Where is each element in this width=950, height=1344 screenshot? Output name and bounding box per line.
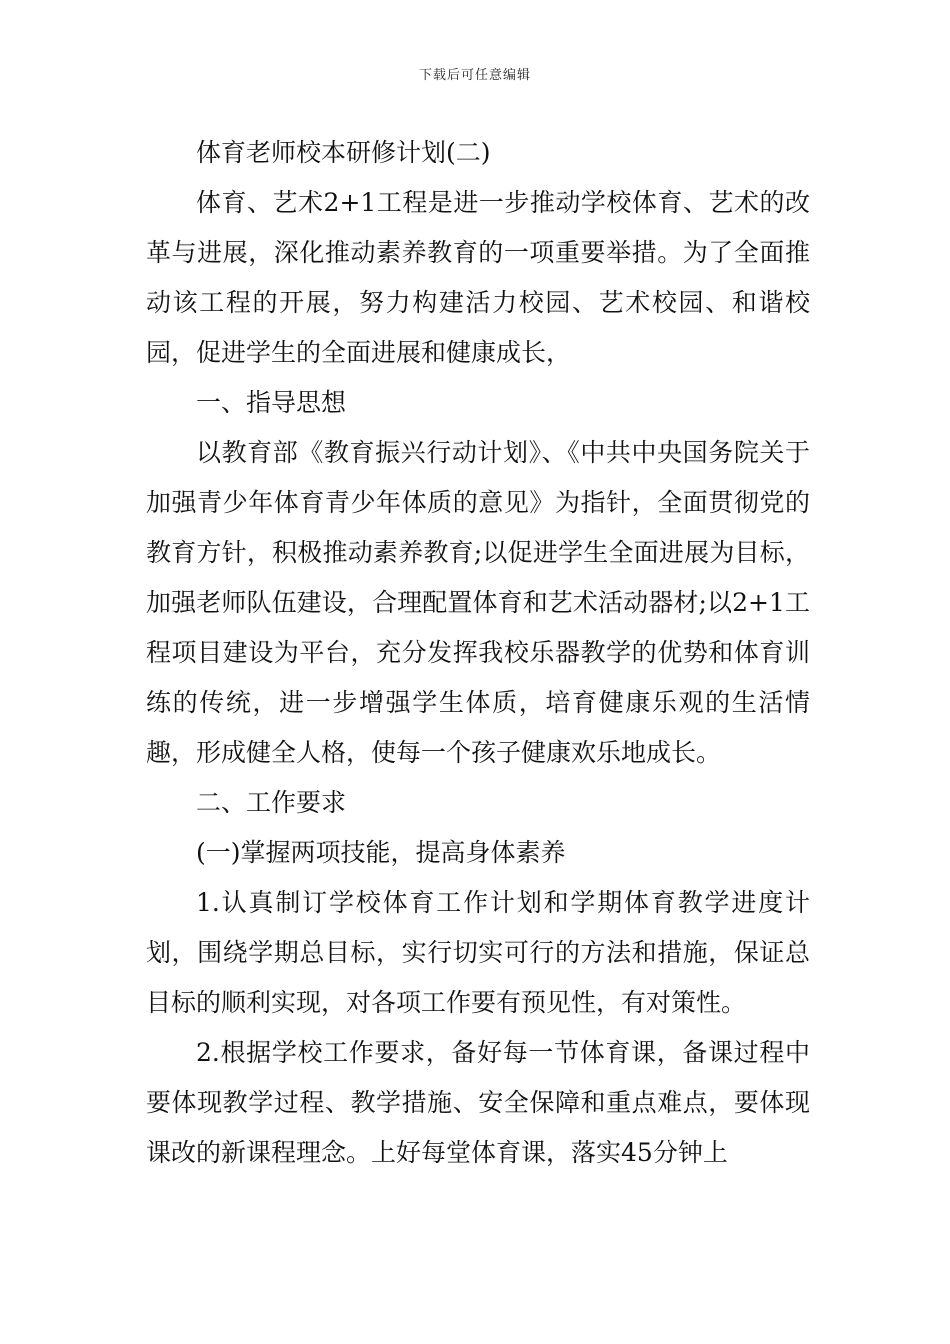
document-body <box>146 128 810 1178</box>
section-heading-work-requirements: 二、工作要求 <box>196 788 347 817</box>
subsection-heading-two-skills: (一)掌握两项技能，提高身体素养 <box>196 838 566 867</box>
intro-paragraph: 体育、艺术2+1工程是进一步推动学校体育、艺术的改革与进展，深化推动素养教育的一项重要举措。为了全面推动该工程的开展，努力构建活力校园、艺术校园、和谐校园，促进学生的全面进展和健康成长， <box>146 188 810 367</box>
section-heading-guiding-ideology: 一、指导思想 <box>196 388 347 417</box>
page-header: 下载后可任意编辑 <box>418 68 531 83</box>
guiding-ideology-paragraph: 以教育部《教育振兴行动计划》、《中共中央国务院关于加强青少年体育青少年体质的意见》为指针，全面贯彻党的教育方针，积极推动素养教育;以促进学生全面进展为目标，加强老师队伍建设，合理配置体育和艺术活动器材;以2+1工程项目建设为平台，充分发挥我校乐器教学的优势和体育训练的传统，进一步增强学生体质，培育健康乐观的生活情趣，形成健全人格，使每一个孩子健康欢乐地成长。 <box>146 438 810 767</box>
item-1-paragraph: 1.认真制订学校体育工作计划和学期体育教学进度计划，围绕学期总目标，实行切实可行的方法和措施，保证总目标的顺利实现，对各项工作要有预见性，有对策性。 <box>146 888 810 1017</box>
item-2-paragraph: 2.根据学校工作要求，备好每一节体育课，备课过程中要体现教学过程、教学措施、安全保障和重点难点，要体现课改的新课程理念。上好每堂体育课，落实45分钟上 <box>146 1038 810 1167</box>
document-title: 体育老师校本研修计划(二) <box>196 138 491 167</box>
